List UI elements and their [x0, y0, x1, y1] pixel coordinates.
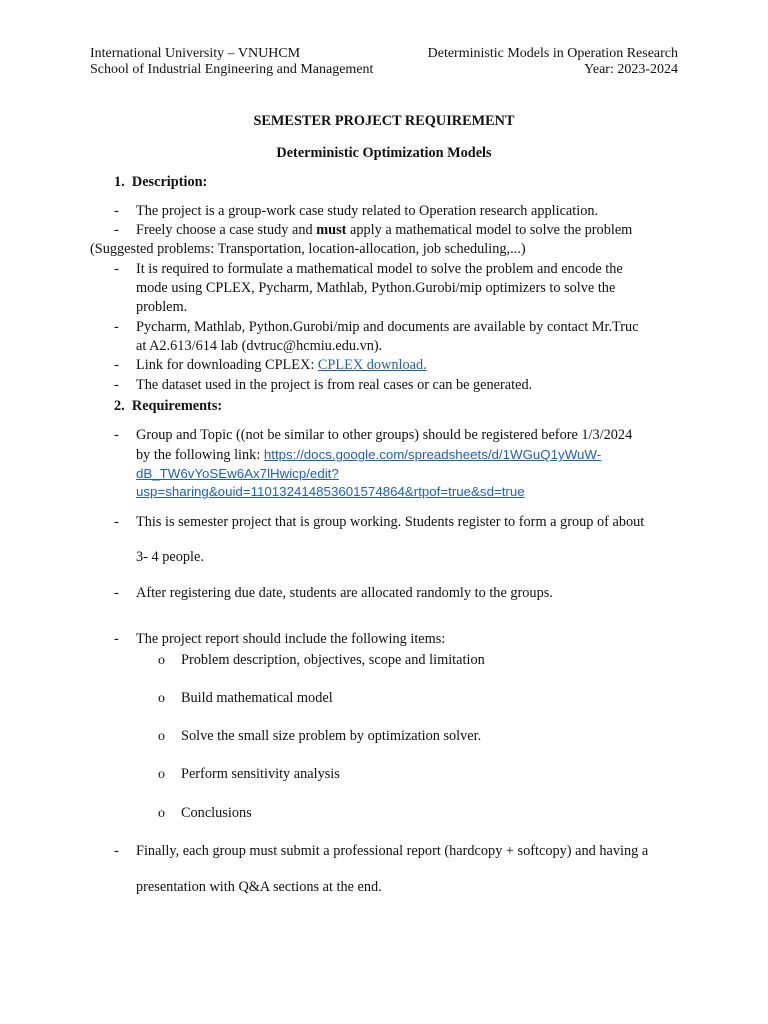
bullet-circle: o	[158, 729, 165, 744]
bullet-circle: o	[158, 653, 165, 668]
registration-link-line	[136, 482, 525, 501]
header-year: Year: 2023-2024	[584, 62, 678, 77]
bullet-circle: o	[158, 806, 165, 821]
bullet-circle: o	[158, 691, 165, 706]
description-item: The dataset used in the project is from real cases or can be generated.	[136, 377, 533, 393]
section-heading-description: 1. Description:	[114, 174, 208, 190]
description-item: Pycharm, Mathlab, Python.Gurobi/mip and documents are available by contact Mr.Truc	[136, 319, 639, 335]
bullet-dash: -	[114, 357, 119, 373]
requirement-item-line: 3- 4 people.	[136, 549, 204, 565]
bullet-dash: -	[114, 843, 119, 859]
registration-link[interactable]: usp=sharing&ouid=110132414853601574864&rtpof=true&sd=true	[136, 484, 525, 499]
cplex-download-link[interactable]: CPLEX download.	[317, 357, 427, 373]
description-item: Link for downloading CPLEX: CPLEX download.	[136, 357, 427, 373]
bullet-dash: -	[114, 261, 119, 277]
requirement-item: This is semester project that is group working. Students register to form a group of about	[136, 514, 645, 530]
bullet-dash: -	[114, 222, 119, 238]
report-item: Build mathematical model	[181, 690, 333, 706]
description-item-line: mode using CPLEX, Pycharm, Mathlab, Python.Gurobi/mip optimizers to solve the	[136, 280, 616, 296]
registration-link-line	[136, 464, 339, 483]
document-title: SEMESTER PROJECT REQUIREMENT	[253, 113, 515, 129]
document-subtitle: Deterministic Optimization Models	[276, 145, 492, 161]
requirement-item: The project report should include the following items:	[136, 631, 446, 647]
report-item: Solve the small size problem by optimization solver.	[181, 728, 482, 744]
description-item-line: problem.	[136, 299, 188, 315]
bullet-dash: -	[114, 514, 119, 530]
description-item: Freely choose a case study and must apply a mathematical model to solve the problem	[136, 222, 633, 238]
registration-link[interactable]: https://docs.google.com/spreadsheets/d/1WGuQ1yWuW-	[263, 447, 602, 462]
header-university: International University – VNUHCM	[90, 46, 301, 61]
header-course: Deterministic Models in Operation Research	[427, 46, 678, 61]
header-school: School of Industrial Engineering and Management	[90, 62, 374, 77]
section-heading-requirements: 2. Requirements:	[114, 398, 223, 414]
bullet-dash: -	[114, 203, 119, 219]
requirement-item-line: by the following link: https://docs.google.com/spreadsheets/d/1WGuQ1yWuW-	[136, 447, 602, 463]
bullet-circle: o	[158, 767, 165, 782]
report-item: Problem description, objectives, scope and limitation	[181, 652, 485, 668]
description-item-continued: (Suggested problems: Transportation, location-allocation, job scheduling,...)	[90, 241, 526, 257]
report-item: Conclusions	[181, 805, 252, 821]
header-left	[90, 46, 373, 78]
header-right	[428, 46, 678, 78]
bullet-dash: -	[114, 427, 119, 443]
registration-link[interactable]: dB_TW6vYoSEw6Ax7lHwicp/edit?	[136, 466, 339, 481]
requirement-item: Finally, each group must submit a professional report (hardcopy + softcopy) and having a	[136, 843, 649, 859]
description-item: It is required to formulate a mathematical model to solve the problem and encode the	[136, 261, 623, 277]
emphasis-must: must	[316, 222, 347, 238]
report-item: Perform sensitivity analysis	[181, 766, 340, 782]
bullet-dash: -	[114, 631, 119, 647]
requirement-item-line: presentation with Q&A sections at the end.	[136, 879, 382, 895]
bullet-dash: -	[114, 377, 119, 393]
requirement-item: After registering due date, students are allocated randomly to the groups.	[136, 585, 553, 601]
description-item: The project is a group-work case study related to Operation research application.	[136, 203, 599, 219]
requirement-item: Group and Topic ((not be similar to other groups) should be registered before 1/3/2024	[136, 427, 633, 443]
description-item-line: at A2.613/614 lab (dvtruc@hcmiu.edu.vn).	[136, 338, 383, 354]
bullet-dash: -	[114, 319, 119, 335]
bullet-dash: -	[114, 585, 119, 601]
